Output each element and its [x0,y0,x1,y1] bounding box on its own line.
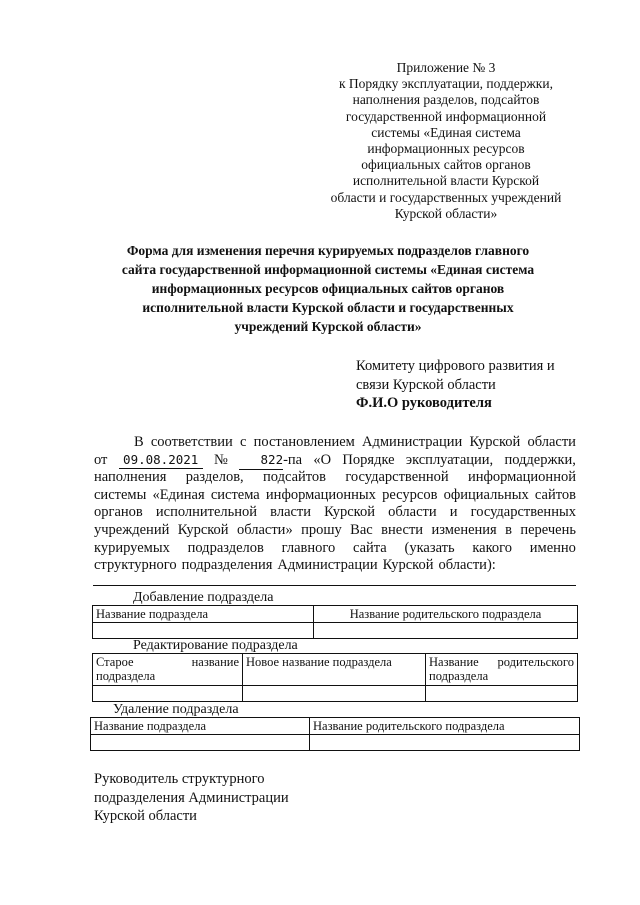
decree-date-field[interactable]: 09.08.2021 [123,451,199,467]
word: поддержки, [504,451,576,468]
decree-number-field[interactable]: 822 [260,451,284,467]
annex-line: Приложение № 3 [396,60,496,75]
signature-line: Курской области [94,808,197,824]
parent-subsection-cell[interactable] [314,623,578,639]
word: В [134,434,144,450]
delete-subsection-table [90,717,580,751]
header-cell: Название подраздела [93,606,314,623]
word: постановлением [253,434,355,450]
form-title-line: сайта государственной информационной системы «Единая система [121,262,535,277]
word: Старое [96,655,134,669]
word: наполнения [94,469,167,486]
word: учреждений [94,521,170,538]
number-sign: № [213,451,228,468]
word: органов [94,504,143,521]
word: эксплуатации, [405,451,494,468]
header-cell: Название родительского подраздела [314,606,578,623]
word: от [94,451,108,468]
header-cell: Название родительского подраздела [310,718,580,735]
word: Курской [469,434,521,450]
word: области» [236,521,293,538]
annex-line: области и государственных учреждений [330,189,562,205]
addressee-line: связи Курской области [356,376,496,393]
paragraph-line [94,540,576,558]
parent-subsection-cell[interactable] [310,735,580,751]
word: подсайтов [262,469,327,486]
word: какого [472,539,513,556]
annex-line: наполнения разделов, подсайтов [352,92,540,108]
word: информационной [467,469,576,486]
word: перечень [520,521,576,538]
subsection-name-cell[interactable] [93,623,314,639]
word: название [191,655,239,669]
word: подразделения [181,557,273,574]
annex-line: системы «Единая система [371,124,521,140]
word: Порядке [342,451,395,468]
word: государственной [345,469,449,486]
word: и [449,504,458,521]
word: родительского [497,655,574,669]
word: изменения [431,521,497,538]
addressee-block [356,357,555,413]
edit-subsection-table [92,653,578,702]
word: структурного [94,557,177,574]
header-cell [93,654,243,686]
paragraph-line [94,522,576,540]
word: именно [529,539,576,556]
word: официальных [443,486,529,503]
annex-line: к Порядку эксплуатации, поддержки, [339,76,553,92]
old-name-cell[interactable] [93,686,243,702]
word: области): [438,557,496,574]
word: Вас [350,521,373,538]
word: с [239,434,247,450]
annex-line: исполнительной власти Курской [352,173,540,189]
paragraph-line [94,469,576,487]
word: исполнительной [155,504,258,521]
word: курируемых [94,539,170,556]
form-title [86,241,570,336]
form-title-line: учреждений Курской области» [234,319,422,334]
annex-line: информационных ресурсов [367,141,525,157]
header-cell: Новое название подраздела [243,654,426,686]
delete-section-title: Удаление подраздела [113,702,239,717]
word: подразделов [187,539,264,556]
word: власти [270,504,312,521]
addressee-line: Комитету цифрового развития и [356,358,555,374]
form-title-line: исполнительной власти Курской области и государственных [142,300,514,315]
word: Курской [324,504,375,521]
signature-line: подразделения Администрации [94,789,289,806]
word: государственных [470,504,576,521]
request-paragraph [94,434,576,575]
add-subsection-table [92,605,578,639]
input-line[interactable] [93,585,576,586]
header-cell [426,654,578,686]
word: Администрации [277,557,378,574]
edit-section-title: Редактирование подраздела [133,638,298,653]
paragraph-line [94,557,576,575]
paragraph-line [94,452,576,470]
word: в [505,521,512,538]
paragraph-line [94,434,576,452]
word: система [210,486,260,503]
form-title-line: Форма для изменения перечня курируемых подразделов главного [126,243,530,258]
word: соответствии [150,434,233,450]
word: Курской [177,521,229,538]
annex-line: государственной информационной [345,108,547,124]
word: главного [281,539,336,556]
parent-subsection-cell[interactable] [426,686,578,702]
word: сайтов [534,486,576,503]
form-title-line: информационных ресурсов официальных сайтов органов [151,281,505,296]
annex-header [312,60,580,222]
new-name-cell[interactable] [243,686,426,702]
word: области [527,434,576,450]
word: области [388,504,437,521]
word: прошу [301,521,342,538]
word: «О [313,451,332,468]
paragraph-line [94,487,576,505]
word: разделов, [185,469,244,486]
annex-line: Курской области» [394,205,498,221]
word: Администрации [362,434,463,450]
word: сайта [352,539,387,556]
subsection-name-cell[interactable] [91,735,310,751]
word: Курской [382,557,434,574]
signature-line: Руководитель структурного [94,771,265,787]
word: ресурсов [382,486,438,503]
paragraph-line [94,504,576,522]
signature-block [94,770,289,826]
word: «Единая [152,486,205,503]
word: Название [429,655,479,669]
add-section-title: Добавление подраздела [133,590,274,605]
word: внести [381,521,424,538]
word: подраздела [429,669,489,683]
word: информационных [265,486,376,503]
annex-line: официальных сайтов органов [361,157,531,173]
word: системы [94,486,147,503]
word: -па [283,451,303,468]
header-cell: Название подраздела [91,718,310,735]
word: подраздела [96,669,156,683]
word: (указать [404,539,455,556]
addressee-name: Ф.И.О руководителя [356,395,492,412]
